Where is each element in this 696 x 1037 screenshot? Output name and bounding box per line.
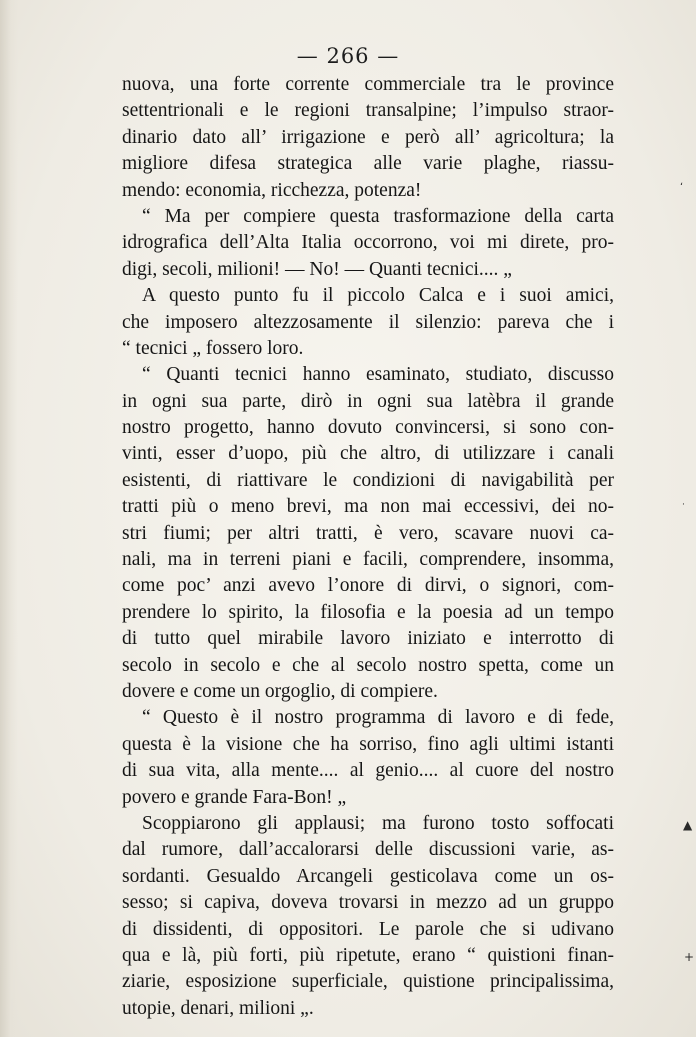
text-line: di sua vita, alla mente.... al genio.... al cuore del nostro (122, 760, 614, 782)
text-line: nostro progetto, hanno dovuto convincersi, si sono con- (122, 417, 614, 439)
text-line: di dissidenti, di oppositori. Le parole che si udivano (122, 918, 614, 940)
body-text (122, 72, 614, 1022)
text-line: sordanti. Gesualdo Arcangeli gesticolava come un os- (122, 865, 614, 887)
text-line: utopie, denari, milioni „. (122, 997, 314, 1019)
text-line: questa è la visione che ha sorriso, fino agli ultimi istanti (122, 733, 614, 755)
text-line: tratti più o meno brevi, ma non mai eccessivi, dei no- (122, 496, 614, 518)
text-line: Scoppiarono gli applausi; ma furono tosto soffocati (142, 812, 614, 834)
text-line: come poc’ anzi avevo l’onore di dirvi, o signori, com- (122, 575, 614, 597)
text-line: nuova, una forte corrente commerciale tra le province (122, 74, 614, 95)
text-line: sesso; si capiva, doveva trovarsi in mezzo ad un gruppo (122, 892, 614, 914)
text-line: “ Quanti tecnici hanno esaminato, studiato, discusso (142, 364, 614, 386)
text-line: idrografica dell’Alta Italia occorrono, voi mi direte, pro- (122, 232, 614, 254)
page-number: — 266 — (296, 44, 400, 68)
text-line: dal rumore, dall’accalorarsi delle discussioni varie, as- (122, 839, 614, 861)
text-line: prendere lo spirito, la filosofia e la poesia ad un tempo (122, 601, 614, 623)
margin-mark: ʻ (680, 182, 684, 193)
text-line: povero e grande Fara-Bon! „ (122, 786, 347, 808)
text-line: “ Questo è il nostro programma di lavoro e di fede, (142, 707, 614, 729)
text-line: vinti, esser d’uopo, più che altro, di utilizzare i canali (122, 443, 614, 465)
text-line: nali, ma in terreni piani e facili, comprendere, insomma, (122, 549, 614, 571)
text-line: digi, secoli, milioni! — No! — Quanti tecnici.... „ (122, 258, 512, 280)
text-line: dovere e come un orgoglio, di compiere. (122, 680, 438, 702)
page-edge-shadow (0, 0, 18, 1037)
margin-mark: ▲ (683, 818, 693, 832)
text-line: “ Ma per compiere questa trasformazione della carta (142, 205, 614, 227)
text-line: mendo: economia, ricchezza, potenza! (122, 179, 422, 201)
text-line: dinario dato all’ irrigazione e però all’ agricoltura; la (122, 126, 614, 148)
text-line: di tutto quel mirabile lavoro iniziato e interrotto di (122, 628, 614, 650)
text-line: in ogni sua parte, dirò in ogni sua latèbra il grande (122, 390, 614, 412)
text-line: A questo punto fu il piccolo Calca e i suoi amici, (142, 285, 614, 307)
text-line: esistenti, di riattivare le condizioni di navigabilità per (122, 469, 614, 491)
margin-mark: + (684, 950, 695, 964)
text-line: “ tecnici „ fossero loro. (122, 337, 304, 359)
margin-mark: · (682, 500, 685, 510)
text-line: migliore difesa strategica alle varie plaghe, riassu- (122, 153, 614, 175)
text-line: qua e là, più forti, più ripetute, erano “ quistioni finan- (122, 944, 614, 966)
text-line: che imposero altezzosamente il silenzio: pareva che i (122, 311, 614, 333)
text-line: secolo in secolo e che al secolo nostro spetta, come un (122, 654, 614, 676)
text-line: settentrionali e le regioni transalpine; l’impulso straor- (122, 100, 614, 122)
text-line: stri fiumi; per altri tratti, è vero, scavare nuovi ca- (122, 522, 614, 544)
text-line: ziarie, esposizione superficiale, quistione principalissima, (122, 971, 614, 993)
